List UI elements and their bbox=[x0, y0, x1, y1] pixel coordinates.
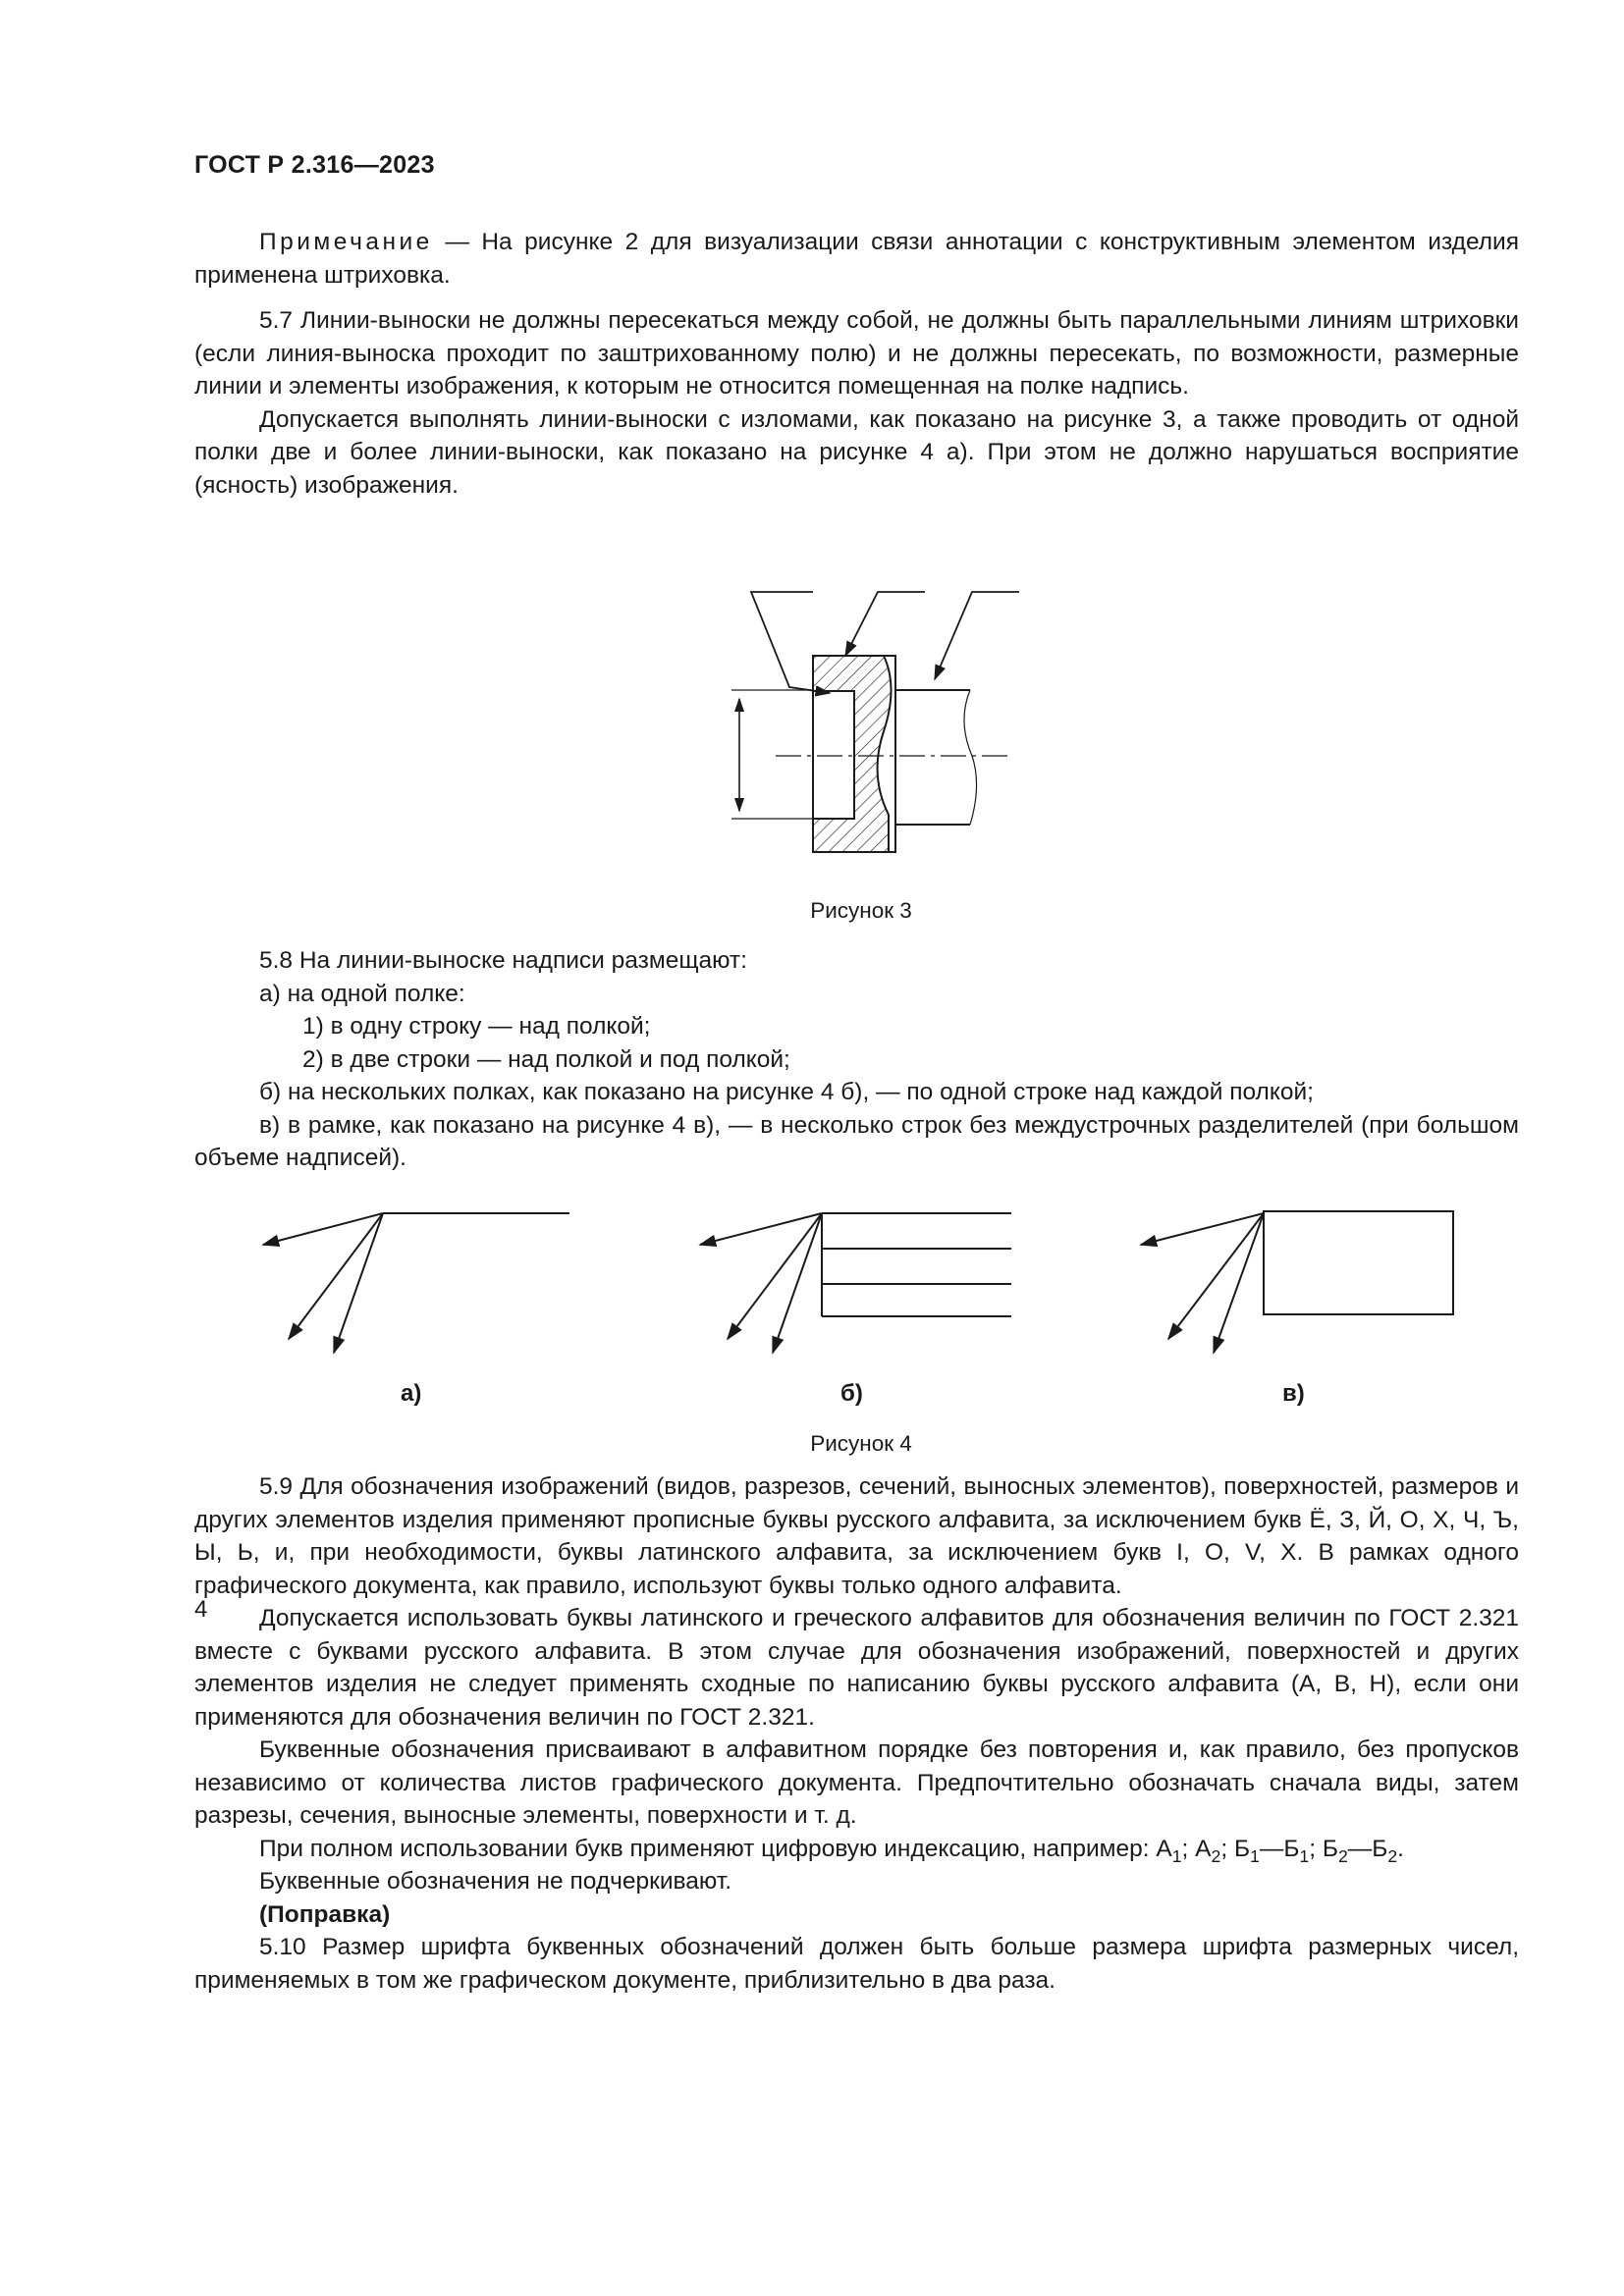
figure-4-label-c: в) bbox=[1282, 1380, 1305, 1407]
section-5-9-paragraph-1: 5.9 Для обозначения изображений (видов, разрезов, сечений, выносных элементов), поверхностей, размеров и других элементов изделия применяют прописные буквы русского алфавита, за исключением букв Ё, З, Й, О, Х, Ч, Ъ, Ы, Ь, и, при необходимости, буквы латинского алфавита, за исключением букв I, O, V, X. В рамках одного графического документа, как правило, используют буквы только одного алфавита. bbox=[194, 1473, 1519, 1599]
list-item-a: а) на одной полке: bbox=[259, 980, 465, 1007]
list-item-b: б) на нескольких полках, как показано на рисунке 4 б), — по одной строке над каждой полкой; bbox=[259, 1079, 1314, 1105]
section-5-9-paragraph-2: Допускается использовать буквы латинского и греческого алфавитов для обозначения величин по ГОСТ 2.321 вместе с буквами русского алфавита. В этом случае для обозначения изображений, поверхностей и других элементов изделия не следует применять сходные по написанию буквы русского алфавита (А, В, Н), если они применяются для обозначения величин по ГОСТ 2.321. bbox=[194, 1605, 1519, 1731]
figure-4-label-b: б) bbox=[840, 1380, 863, 1407]
section-5-9-paragraph-4: При полном использовании букв применяют цифровую индексацию, например: $А_1$; $А_2$; $Б_1—Б_1$; $Б_2—Б_2$. bbox=[259, 1835, 1404, 1866]
section-5-7-paragraph-1: 5.7 Линии-выноски не должны пересекаться между собой, не должны быть параллельными линиям штриховки (если линия-выноска проходит по заштрихованному полю) и не должны пересекать, по возможности, размерные линии и элементы изображения, к которым не относится помещенная на полке надпись. bbox=[194, 307, 1519, 400]
list-item-a2: 2) в две строки — над полкой и под полкой; bbox=[302, 1045, 790, 1073]
section-5-10-paragraph-1: 5.10 Размер шрифта буквенных обозначений должен быть больше размера шрифта размерных чисел, применяемых в том же графическом документе, приблизительно в два раза. bbox=[194, 1934, 1519, 1994]
figure-4-caption: Рисунок 4 bbox=[810, 1431, 912, 1456]
section-5-8-intro: 5.8 На линии-выноске надписи размещают: bbox=[259, 947, 747, 974]
list-item-a1: 1) в одну строку — над полкой; bbox=[302, 1013, 651, 1040]
list-item-c: в) в рамке, как показано на рисунке 4 в), — в несколько строк без междустрочных разделителей (при большом объеме надписей). bbox=[194, 1111, 1519, 1171]
figure-4-label-a: а) bbox=[401, 1380, 422, 1407]
figure-3-caption: Рисунок 3 bbox=[810, 898, 912, 923]
note-label: Примечание bbox=[259, 229, 433, 255]
document-header: ГОСТ Р 2.316—2023 bbox=[194, 151, 435, 179]
note-text: — На рисунке 2 для визуализации связи аннотации с конструктивным элементом изделия применена штриховка. bbox=[194, 229, 1519, 289]
section-5-7-paragraph-2: Допускается выполнять линии-выноски с изломами, как показано на рисунке 3, а также проводить от одной полки две и более линии-выноски, как показано на рисунке 4 а). При этом не должно нарушаться восприятие (ясность) изображения. bbox=[194, 405, 1519, 499]
section-5-9 bbox=[194, 1470, 1519, 1997]
page-number: 4 bbox=[194, 1596, 208, 1623]
section-5-9-paragraph-5: Буквенные обозначения не подчеркивают. bbox=[259, 1868, 732, 1895]
correction-note: (Поправка) bbox=[259, 1900, 391, 1928]
section-5-9-paragraph-3: Буквенные обозначения присваивают в алфавитном порядке без повторения и, как правило, без пропусков независимо от количества листов графического документа. Предпочтительно обозначать сначала виды, затем разрезы, сечения, выносные элементы, поверхности и т. д. bbox=[194, 1736, 1519, 1829]
